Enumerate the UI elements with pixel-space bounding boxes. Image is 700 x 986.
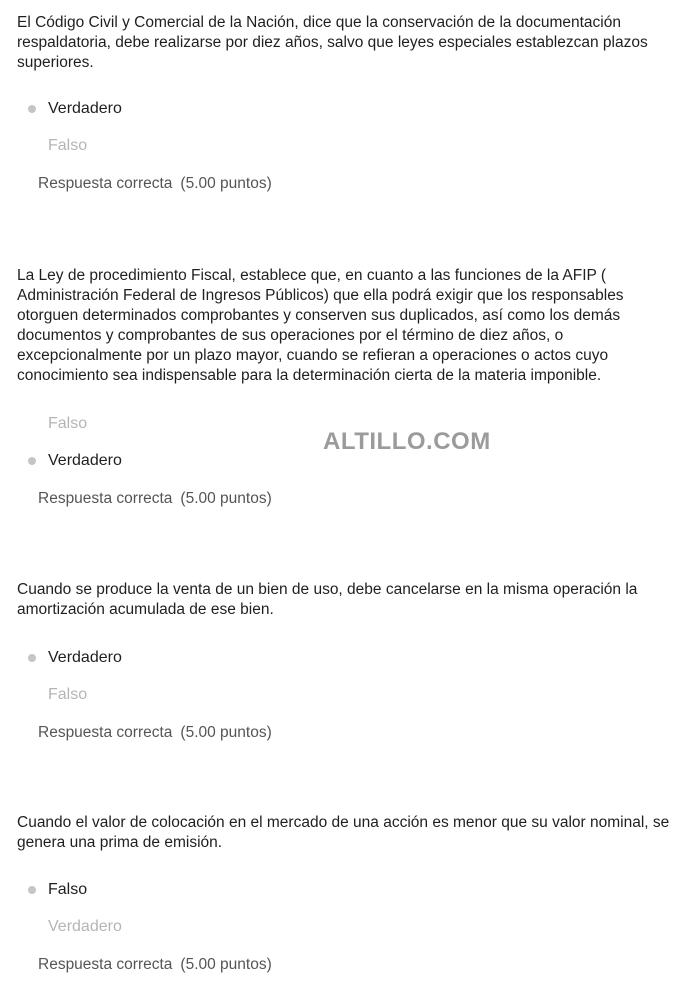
answer-options <box>28 871 683 945</box>
option-label: Falso <box>48 880 88 898</box>
points-text: (5.00 puntos) <box>180 956 272 973</box>
points-text: (5.00 puntos) <box>180 175 272 192</box>
option-falso[interactable] <box>28 676 683 713</box>
answer-result <box>38 164 683 204</box>
points-text: (5.00 puntos) <box>180 724 272 741</box>
question-text: La Ley de procedimiento Fiscal, establece que, en cuanto a las funciones de la AFIP ( Administración Federal de Ingresos Públicos) que ella podrá exigir que los responsables otorguen determinados comprobantes y conserven sus duplicados, así como los demás documentos y comprobantes de sus operaciones por el término de diez años, o excepcionalmente por un plazo mayor, cuando se refieran a operaciones o actos cuyo conocimiento sea indispensable para la determinación cierta de la materia imponible. <box>17 267 624 384</box>
answer-result <box>38 479 683 519</box>
radio-selected-icon <box>28 654 36 662</box>
radio-empty-icon <box>28 923 36 931</box>
radio-selected-icon <box>28 457 36 465</box>
radio-empty-icon <box>28 420 36 428</box>
question-1 <box>17 13 683 204</box>
result-text: Respuesta correcta <box>38 175 173 192</box>
question-2 <box>17 266 683 519</box>
watermark-logo: ALTILLO.COM <box>323 428 491 455</box>
option-label: Verdadero <box>48 451 122 469</box>
option-verdadero[interactable] <box>28 639 683 676</box>
option-label: Falso <box>48 136 88 154</box>
radio-selected-icon <box>28 886 36 894</box>
question-4 <box>17 813 683 985</box>
question-text: Cuando se produce la venta de un bien de uso, debe cancelarse en la misma operación la amortización acumulada de ese bien. <box>17 581 638 618</box>
answer-result <box>38 713 683 753</box>
question-text: El Código Civil y Comercial de la Nación, dice que la conservación de la documentación respaldatoria, debe realizarse por diez años, salvo que leyes especiales establezcan plazos superiores. <box>17 14 648 71</box>
option-label: Falso <box>48 685 88 703</box>
option-label: Verdadero <box>48 648 122 666</box>
result-text: Respuesta correcta <box>38 956 173 973</box>
answer-result <box>38 945 683 985</box>
option-label: Verdadero <box>48 917 122 935</box>
result-text: Respuesta correcta <box>38 724 173 741</box>
points-text: (5.00 puntos) <box>180 490 272 507</box>
option-verdadero[interactable] <box>28 90 683 127</box>
radio-empty-icon <box>28 142 36 150</box>
radio-empty-icon <box>28 691 36 699</box>
option-label: Verdadero <box>48 99 122 117</box>
option-falso[interactable] <box>28 127 683 164</box>
option-falso[interactable] <box>28 871 683 908</box>
radio-selected-icon <box>28 105 36 113</box>
question-3 <box>17 580 683 753</box>
result-text: Respuesta correcta <box>38 490 173 507</box>
option-verdadero[interactable] <box>28 908 683 945</box>
option-label: Falso <box>48 414 88 432</box>
answer-options <box>28 639 683 713</box>
question-text: Cuando el valor de colocación en el mercado de una acción es menor que su valor nominal, se genera una prima de emisión. <box>17 814 670 851</box>
answer-options <box>28 90 683 164</box>
